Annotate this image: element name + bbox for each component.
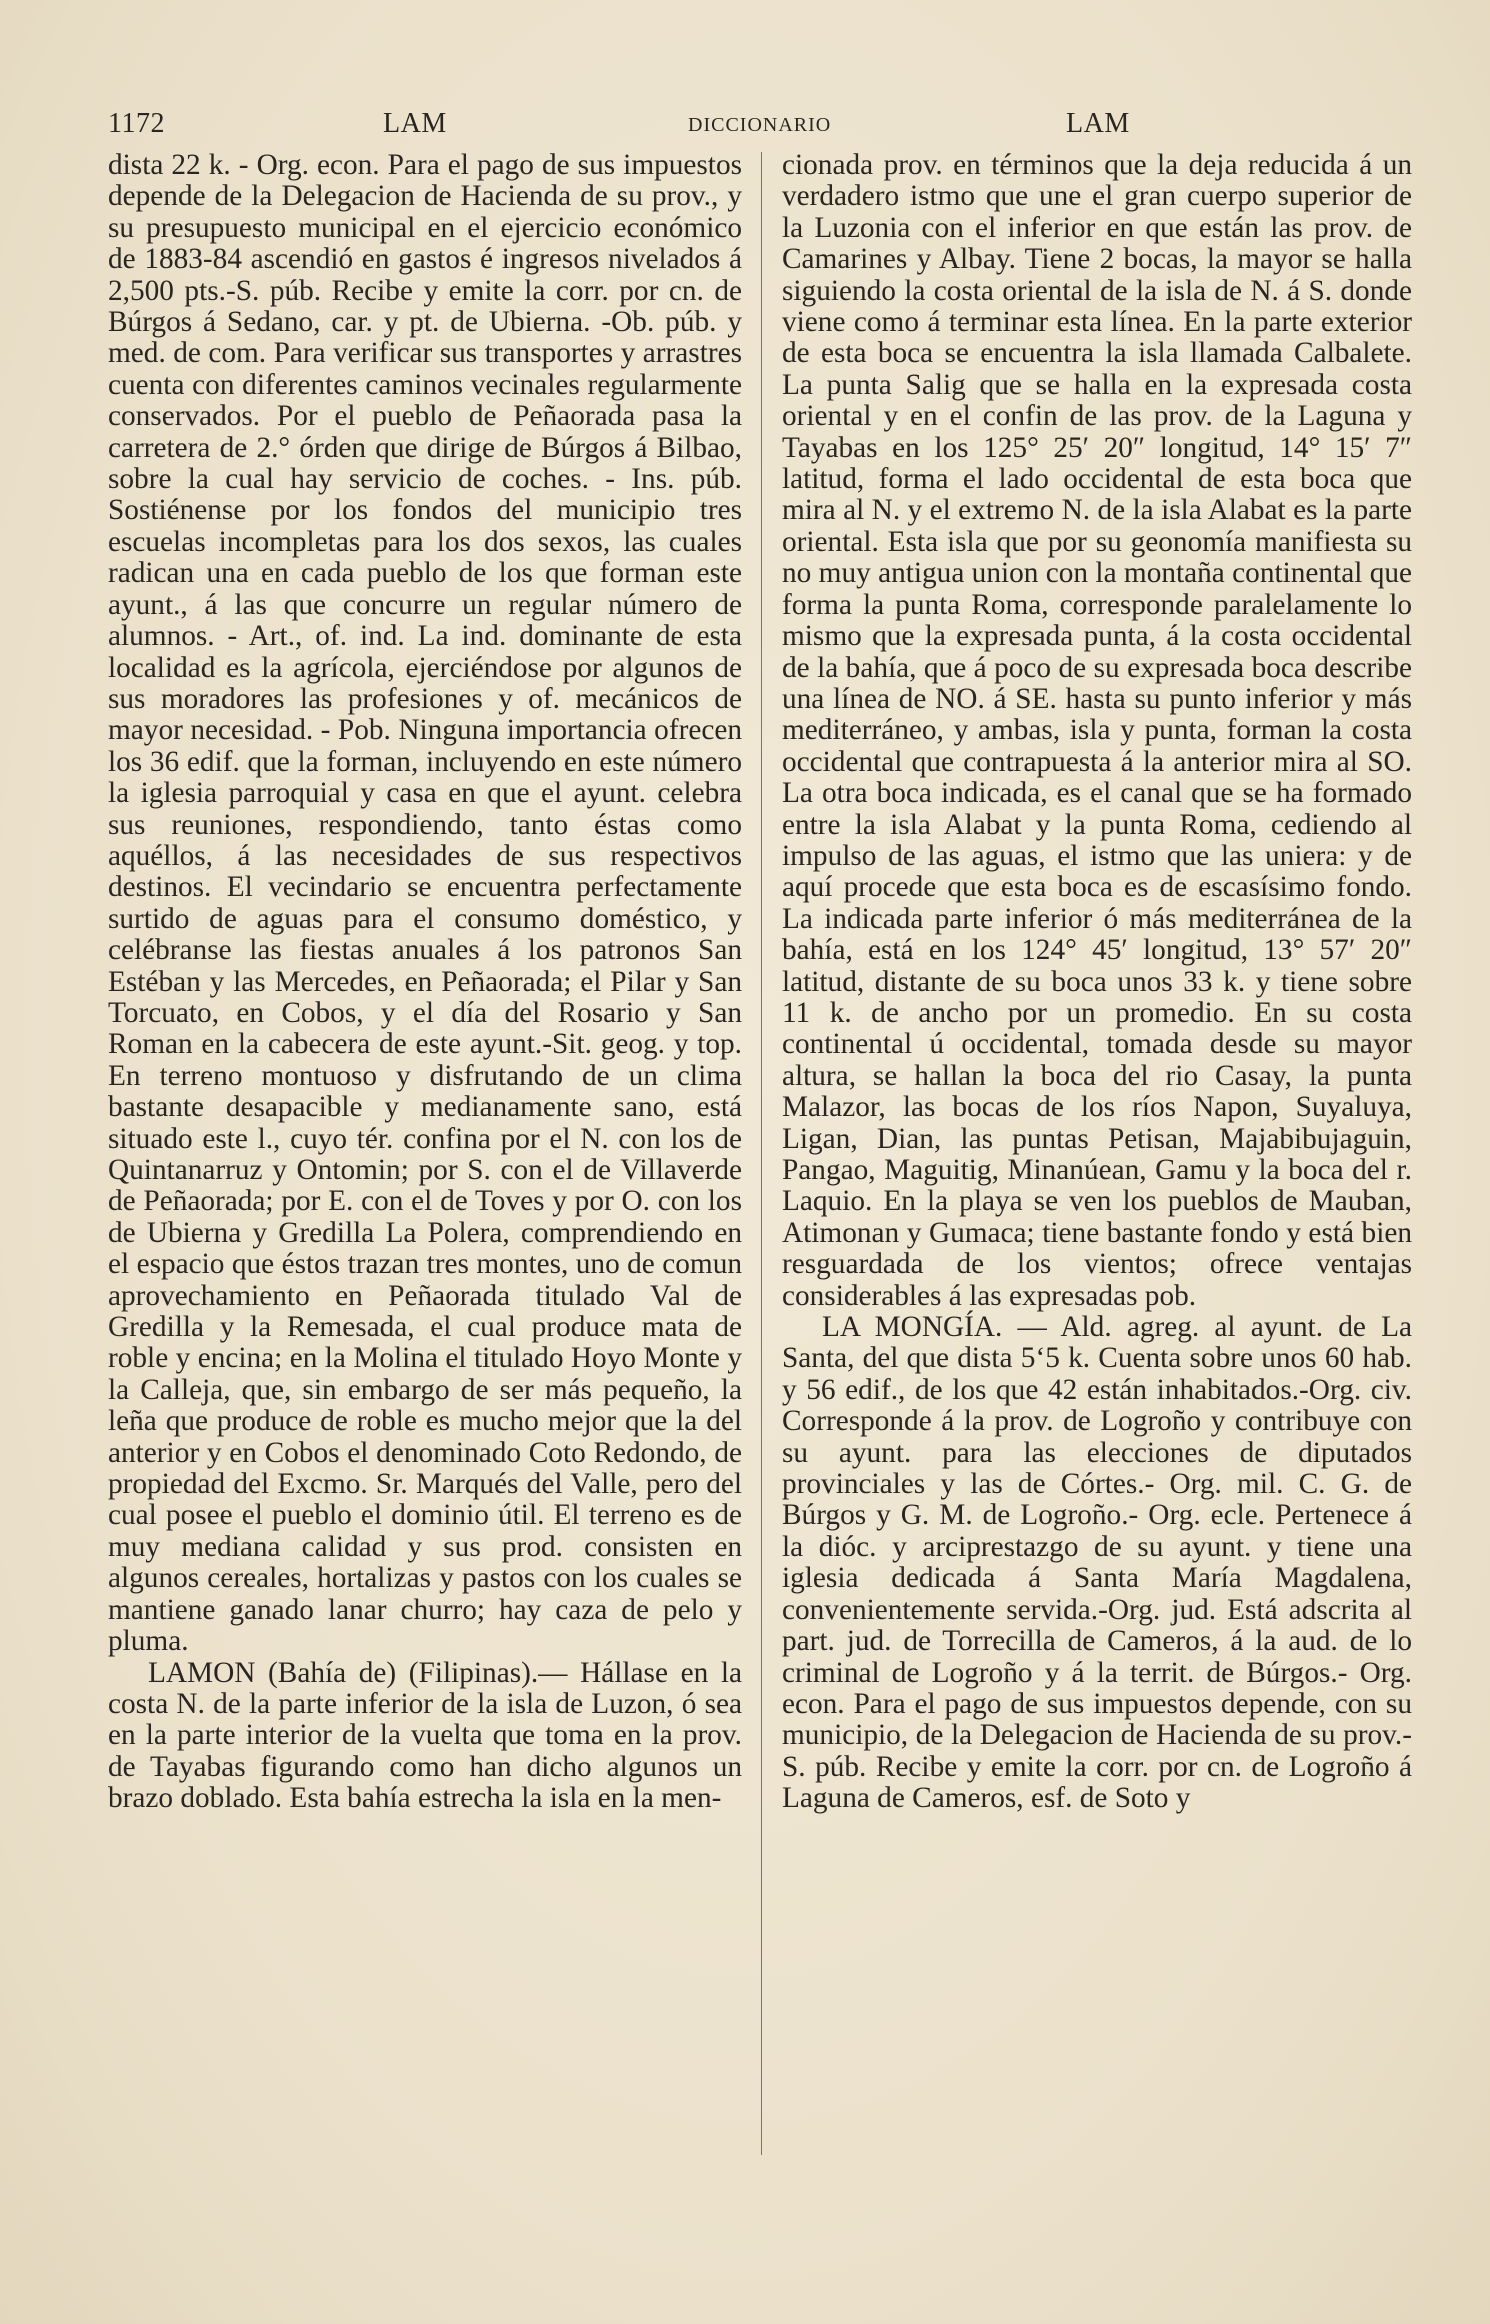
right-column — [782, 150, 1412, 1815]
paragraph-la-mongia: LA MONGÍA. — Ald. agreg. al ayunt. de La Santa, del que dista 5‘5 k. Cuenta sobre unos 60 hab. y 56 edif., de los que 42 están inhabitados.-Org. civ. Corresponde á la prov. de Logroño y contribuye con su ayunt. para las elecciones de diputados provinciales y las de Córtes.- Org. mil. C. G. de Búrgos y G. M. de Logroño.- Org. ecle. Pertenece á la dióc. y arciprestazgo de su ayunt. y tiene una iglesia dedicada á Santa María Magdalena, convenientemente servida.-Org. jud. Está adscrita al part. jud. de Torrecilla de Cameros, á la aud. de lo criminal de Logroño y á la territ. de Búrgos.- Org. econ. Para el pago de sus impuestos depende, con su municipio, de la Delegacion de Hacienda de su prov.-S. púb. Recibe y emite la corr. por cn. de Logroño á Laguna de Cameros, esf. de Soto y — [782, 1311, 1412, 1815]
paragraph-penaorada-continuation: dista 22 k. - Org. econ. Para el pago de sus impuestos depende de la Delegacion de Hacienda de su prov., y su presupuesto municipal en el ejercicio económico de 1883-84 ascendió en gastos é ingresos nivelados á 2,500 pts.-S. púb. Recibe y emite la corr. por cn. de Búrgos á Sedano, car. y pt. de Ubierna. -Ob. púb. y med. de com. Para verificar sus transportes y arrastres cuenta con diferentes caminos vecinales regularmente conservados. Por el pueblo de Peñaorada pasa la carretera de 2.° órden que dirige de Búrgos á Bilbao, sobre la cual hay servicio de coches. - Ins. púb. Sostiénense por los fondos del municipio tres escuelas incompletas para los dos sexos, las cuales radican una en cada pueblo de los que forman este ayunt., á las que concurre un regular número de alumnos. - Art., of. ind. La ind. dominante de esta localidad es la agrícola, ejerciéndose por algunos de sus moradores las profesiones y of. mecánicos de mayor necesidad. - Pob. Ninguna importancia ofrecen los 36 edif. que la forman, incluyendo en este número la iglesia parroquial y casa en que el ayunt. celebra sus reuniones, respondiendo, tanto éstas como aquéllos, á las necesidades de sus respectivos destinos. El vecindario se encuentra perfectamente surtido de aguas para el consumo doméstico, y celébranse las fiestas anuales á los patronos San Estéban y las Mercedes, en Peñaorada; el Pilar y San Torcuato, en Cobos, y el día del Rosario y San Roman en la cabecera de este ayunt.-Sit. geog. y top. En terreno montuoso y disfrutando de un clima bastante desapacible y medianamente sano, está situado este l., cuyo tér. confina por el N. con los de Quintanarruz y Ontomin; por S. con el de Villaverde de Peñaorada; por E. con el de Toves y por O. con los de Ubierna y Gredilla La Polera, comprendiendo en el espacio que éstos trazan tres montes, uno de comun aprovechamiento en Peñaorada titulado Val de Gredilla y la Remesada, el cual produce mata de roble y encina; en la Molina el titulado Hoyo Monte y la Calleja, que, sin embargo de ser más pequeño, la leña que produce de roble es mucho mejor que la del anterior y en Cobos el denominado Coto Redondo, de propiedad del Excmo. Sr. Marqués del Valle, pero del cual posee el pueblo el dominio útil. El terreno es de muy mediana calidad y sus prod. consisten en algunos cereales, hortalizas y pastos con los cuales se mantiene ganado lanar churro; hay caza de pelo y pluma. — [108, 149, 742, 1658]
page-number: 1172 — [108, 108, 165, 139]
paragraph-lamon-continuation: cionada prov. en términos que la deja reducida á un verdadero istmo que une el gran cuerpo superior de la Luzonia con el inferior en que están las prov. de Camarines y Albay. Tiene 2 bocas, la mayor se halla siguiendo la costa oriental de la isla de N. á S. donde viene como á terminar esta línea. En la parte exterior de esta boca se encuentra la isla llamada Calbalete. La punta Salig que se halla en la expresada costa oriental y en el confin de las prov. de la Laguna y Tayabas en los 125° 25′ 20″ longitud, 14° 15′ 7″ latitud, forma el lado occidental de esta boca que mira al N. y el extremo N. de la isla Alabat es la parte oriental. Esta isla que por su geonomía manifiesta su no muy antigua union con la montaña continental que forma la punta Roma, corresponde paralelamente lo mismo que la expresada punta, á la costa occidental de la bahía, que á poco de su expresada boca describe una línea de NO. á SE. hasta su punto inferior y más mediterráneo, y ambas, isla y punta, forman la costa occidental que contrapuesta á la anterior mira al SO. La otra boca indicada, es el canal que se ha formado entre la isla Alabat y la punta Roma, cediendo al impulso de las aguas, el istmo que las uniera: y de aquí procede que esta boca es de escasísimo fondo. La indicada parte inferior ó más mediterránea de la bahía, está en los 124° 45′ longitud, 13° 57′ 20″ latitud, distante de su boca unos 33 k. y tiene sobre 11 k. de ancho por un promedio. En su costa continental ú occidental, tomada desde su mayor altura, se hallan la boca del rio Casay, la punta Malazor, las bocas de los ríos Napon, Suyaluya, Ligan, Dian, las puntas Petisan, Majabibujaguin, Pangao, Maguitig, Minanúean, Gamu y la boca del r. Laquio. En la playa se ven los pueblos de Mauban, Atimonan y Gumaca; tiene bastante fondo y está bien resguardada de los vientos; ofrece ventajas considerables á las expresadas pob. — [782, 149, 1412, 1312]
header-left-word: LAM — [383, 108, 447, 139]
header-right-word: LAM — [1066, 108, 1130, 139]
page-header — [108, 108, 1408, 148]
left-column — [108, 150, 742, 1815]
header-title: DICCIONARIO — [688, 114, 832, 136]
column-divider — [761, 152, 762, 2155]
paragraph-lamon-bahia: LAMON (Bahía de) (Filipinas).— Hállase en la costa N. de la parte inferior de la isla de Luzon, ó sea en la parte interior de la vuelta que toma en la prov. de Tayabas figurando como han dicho algunos un brazo doblado. Esta bahía estrecha la isla en la men- — [108, 1656, 742, 1815]
